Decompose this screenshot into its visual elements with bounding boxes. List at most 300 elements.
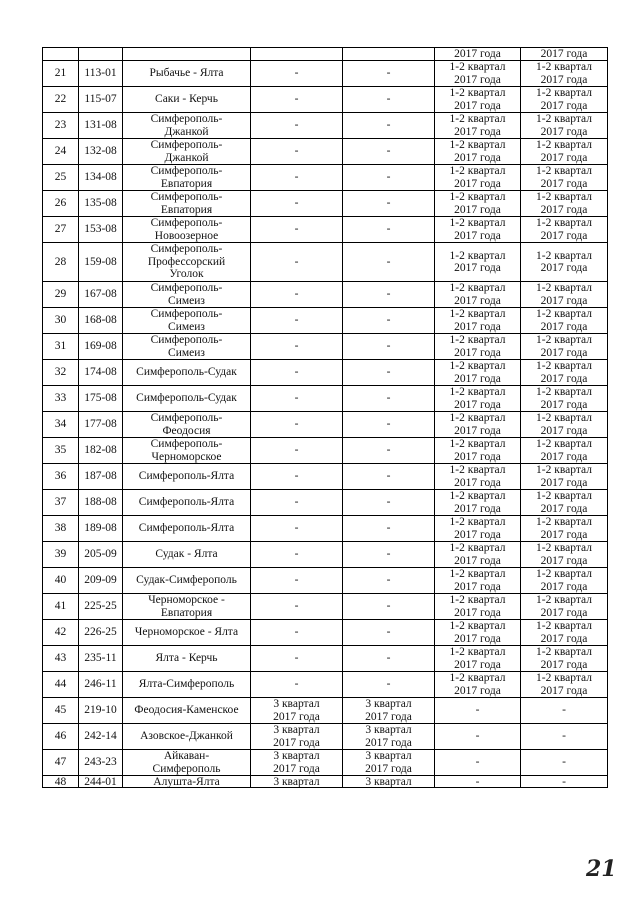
- row-number-cell: 26: [43, 191, 79, 217]
- period-col-4-line: 1-2 квартал: [536, 620, 592, 632]
- period-col-4-cell: [521, 217, 608, 243]
- route-name-line: Рыбачье - Ялта: [149, 67, 224, 80]
- period-col-4-cell: [521, 191, 608, 217]
- route-name-line: Симферополь-: [150, 165, 223, 177]
- period-col-2-cell: [343, 217, 435, 243]
- period-col-2-line: 3 квартал: [365, 750, 412, 762]
- period-col-4-line: 1-2 квартал: [536, 217, 592, 229]
- route-name-cell: [123, 776, 251, 788]
- period-col-4-cell: [521, 386, 608, 412]
- route-registry-number-cell: 167-08: [79, 282, 123, 308]
- period-col-4-cell: [521, 113, 608, 139]
- period-col-4-line: 1-2 квартал: [536, 438, 592, 450]
- route-name-cell: [123, 672, 251, 698]
- period-col-4-cell: [521, 464, 608, 490]
- route-name-line: Симферополь-: [150, 217, 223, 229]
- row-number-cell: 35: [43, 438, 79, 464]
- route-name-line: Судак-Симферополь: [136, 574, 237, 587]
- period-col-3-line: 1-2 квартал: [449, 308, 506, 320]
- period-col-1-cell: [251, 87, 343, 113]
- route-registry-number-cell: 225-25: [79, 594, 123, 620]
- row-number-cell: 34: [43, 412, 79, 438]
- route-name-line: Джанкой: [164, 151, 209, 164]
- period-col-1-line: -: [294, 119, 299, 132]
- period-col-4-line: 1-2 квартал: [536, 490, 592, 502]
- row-number-cell: 28: [43, 243, 79, 282]
- period-col-3-cell: [435, 698, 521, 724]
- period-col-3-line: 1-2 квартал: [449, 217, 506, 229]
- period-col-3-line: 1-2 квартал: [449, 516, 506, 528]
- period-col-2-line: -: [386, 600, 391, 613]
- row-number-cell: 39: [43, 542, 79, 568]
- route-name-line: Судак - Ялта: [155, 548, 218, 561]
- route-name-cell: [123, 139, 251, 165]
- route-name-line: Симферополь-: [150, 243, 223, 256]
- period-col-2-cell: [343, 620, 435, 646]
- period-col-2-line: -: [386, 470, 391, 483]
- period-col-2-line: 3 квартал: [365, 698, 412, 710]
- period-col-3-line: -: [475, 775, 480, 788]
- period-col-3-cell: [435, 750, 521, 776]
- period-col-4-line: 2017 года: [540, 528, 588, 541]
- period-col-1-cell: [251, 412, 343, 438]
- table-row: [43, 698, 608, 724]
- period-col-3-cell: [435, 438, 521, 464]
- route-name-line: Симферополь-Ялта: [138, 496, 235, 509]
- period-col-2-cell: [343, 386, 435, 412]
- route-name-line: Симферополь-: [150, 334, 223, 346]
- period-col-2-line: -: [386, 652, 391, 665]
- route-name-cell: [123, 750, 251, 776]
- period-col-3-line: 1-2 квартал: [449, 139, 506, 151]
- period-col-4-line: 1-2 квартал: [536, 61, 592, 73]
- route-name-line: Симеиз: [168, 294, 205, 307]
- row-number-cell: 40: [43, 568, 79, 594]
- period-col-1-line: 3 квартал: [273, 698, 320, 710]
- period-col-4-line: 2017 года: [540, 99, 588, 112]
- period-col-4-line: 2017 года: [540, 177, 588, 190]
- route-registry-number-cell: 131-08: [79, 113, 123, 139]
- period-col-2-line: -: [386, 223, 391, 236]
- period-col-1-line: -: [294, 418, 299, 431]
- period-col-1-cell: [251, 516, 343, 542]
- period-col-2-cell: [343, 464, 435, 490]
- route-name-cell: [123, 464, 251, 490]
- period-col-3-cell: [435, 386, 521, 412]
- period-col-1-line: -: [294, 678, 299, 691]
- period-col-1-cell: [251, 334, 343, 360]
- period-col-4-line: 1-2 квартал: [536, 672, 592, 684]
- table-row: [43, 568, 608, 594]
- table-row: [43, 217, 608, 243]
- row-number-cell: 33: [43, 386, 79, 412]
- period-col-3-cell: [435, 516, 521, 542]
- period-col-3-cell: [435, 776, 521, 788]
- period-col-2-cell: [343, 646, 435, 672]
- row-number-cell: 32: [43, 360, 79, 386]
- row-number-cell: 42: [43, 620, 79, 646]
- period-col-2-cell: [343, 724, 435, 750]
- period-col-1-cell: [251, 568, 343, 594]
- period-col-3-line: 1-2 квартал: [449, 490, 506, 502]
- period-col-1-cell: [251, 438, 343, 464]
- table-cell: [79, 48, 123, 61]
- period-col-3-cell: [435, 334, 521, 360]
- period-col-1-cell: [251, 646, 343, 672]
- period-col-3-line: 1-2 квартал: [449, 568, 506, 580]
- period-col-3-cell: [435, 568, 521, 594]
- period-col-4-cell: [521, 360, 608, 386]
- route-name-line: Евпатория: [160, 203, 213, 216]
- period-col-3-line: 2017 года: [454, 684, 501, 697]
- period-col-3-line: 2017 года: [454, 554, 501, 567]
- period-col-2-cell: [343, 87, 435, 113]
- period-col-1-cell: [251, 464, 343, 490]
- period-col-3-line: 2017 года: [454, 229, 501, 242]
- table-row-continued: [43, 48, 608, 61]
- period-col-4-cell: [521, 698, 608, 724]
- period-col-1-line: 2017 года: [273, 762, 320, 775]
- period-col-3-line: 1-2 квартал: [449, 412, 506, 424]
- period-col-1-line: 3 квартал: [273, 775, 320, 788]
- period-col-4-line: 1-2 квартал: [536, 386, 592, 398]
- period-col-3-line: 2017 года: [454, 294, 501, 307]
- period-col-2-line: 2017 года: [365, 762, 412, 775]
- period-col-4-cell: [521, 165, 608, 191]
- route-name-line: Феодосия: [162, 424, 211, 437]
- period-col-4-line: 2017 года: [540, 346, 588, 359]
- table-row: [43, 490, 608, 516]
- route-name-line: Симферополь-: [150, 282, 223, 294]
- period-col-3-cell: [435, 87, 521, 113]
- row-number-cell: 37: [43, 490, 79, 516]
- period-col-1-line: 3 квартал: [273, 724, 320, 736]
- period-col-2-cell: [343, 750, 435, 776]
- route-name-line: Профессорский: [147, 255, 226, 268]
- period-col-2-line: -: [386, 171, 391, 184]
- row-number-cell: 36: [43, 464, 79, 490]
- route-registry-number-cell: 205-09: [79, 542, 123, 568]
- period-col-2-cell: [343, 412, 435, 438]
- period-col-1-cell: [251, 386, 343, 412]
- period-col-4-line: 1-2 квартал: [536, 542, 592, 554]
- table-row: [43, 165, 608, 191]
- period-col-2-line: -: [386, 67, 391, 80]
- route-name-line: Симферополь-: [150, 438, 223, 450]
- period-col-4-line: 1-2 квартал: [536, 594, 592, 606]
- row-number-cell: 22: [43, 87, 79, 113]
- period-col-1-line: -: [294, 340, 299, 353]
- route-name-cell: [123, 568, 251, 594]
- route-name-cell: [123, 191, 251, 217]
- period-col-3-line: 1-2 квартал: [449, 464, 506, 476]
- route-name-cell: [123, 646, 251, 672]
- route-name-cell: [123, 165, 251, 191]
- period-col-2-line: -: [386, 678, 391, 691]
- period-col-2-cell: [343, 568, 435, 594]
- table-cell: [343, 48, 435, 61]
- period-col-3-line: 1-2 квартал: [449, 542, 506, 554]
- route-name-line: Симеиз: [168, 346, 205, 359]
- route-name-cell: [123, 386, 251, 412]
- period-col-1-cell: [251, 360, 343, 386]
- period-col-3-cell: [435, 490, 521, 516]
- row-number-cell: 46: [43, 724, 79, 750]
- period-col-3-cell: [435, 412, 521, 438]
- period-col-2-cell: [343, 438, 435, 464]
- period-col-1-line: -: [294, 626, 299, 639]
- period-col-3-line: 1-2 квартал: [449, 386, 506, 398]
- route-name-line: Феодосия-Каменское: [134, 704, 239, 717]
- route-name-line: Симферополь-: [150, 412, 223, 424]
- period-col-4-line: -: [562, 775, 566, 788]
- period-col-2-line: -: [386, 574, 391, 587]
- table-row: [43, 360, 608, 386]
- period-col-3-line: 1-2 квартал: [449, 282, 506, 294]
- period-col-1-cell: [251, 750, 343, 776]
- route-registry-number-cell: 235-11: [79, 646, 123, 672]
- route-name-line: Ялта-Симферополь: [138, 678, 235, 691]
- routes-table-body: [43, 48, 608, 788]
- period-col-2-line: -: [386, 288, 391, 301]
- period-col-4-line: 2017 года: [540, 606, 588, 619]
- route-name-line: Симферополь-Судак: [136, 366, 237, 379]
- row-number-cell: 27: [43, 217, 79, 243]
- table-row: [43, 412, 608, 438]
- period-col-2-line: -: [386, 255, 391, 268]
- route-name-cell: [123, 490, 251, 516]
- period-col-1-cell: [251, 672, 343, 698]
- period-col-2-cell: [343, 113, 435, 139]
- period-col-2-cell: [343, 542, 435, 568]
- period-col-4-cell: [521, 516, 608, 542]
- route-name-cell: [123, 516, 251, 542]
- route-registry-number-cell: 219-10: [79, 698, 123, 724]
- period-col-4-line: 2017 года: [540, 554, 588, 567]
- route-registry-number-cell: 132-08: [79, 139, 123, 165]
- row-number-cell: 30: [43, 308, 79, 334]
- period-col-4-line: 1-2 квартал: [536, 249, 592, 262]
- route-name-cell: [123, 334, 251, 360]
- period-col-1-line: -: [294, 652, 299, 665]
- period-col-4-cell: [521, 620, 608, 646]
- route-name-cell: [123, 594, 251, 620]
- period-col-1-line: 2017 года: [273, 736, 320, 749]
- route-name-cell: [123, 243, 251, 282]
- table-row: [43, 620, 608, 646]
- period-col-4-line: 2017 года: [540, 203, 588, 216]
- period-col-1-line: -: [294, 197, 299, 210]
- period-col-3-line: -: [475, 704, 480, 717]
- period-col-3-cell: [435, 113, 521, 139]
- route-name-line: Симферополь-Ялта: [138, 470, 235, 483]
- period-col-4-line: 1-2 квартал: [536, 308, 592, 320]
- period-col-1-cell: [251, 490, 343, 516]
- period-col-4-line: 2017 года: [540, 658, 588, 671]
- table-row: [43, 542, 608, 568]
- table-row: [43, 672, 608, 698]
- period-col-2-cell: [343, 282, 435, 308]
- period-col-4-line: 1-2 квартал: [536, 113, 592, 125]
- period-col-4-line: 2017 года: [540, 476, 588, 489]
- route-registry-number-cell: 168-08: [79, 308, 123, 334]
- period-col-2-cell: [343, 490, 435, 516]
- period-col-1-line: -: [294, 255, 299, 268]
- period-col-1-line: -: [294, 223, 299, 236]
- period-col-1-line: -: [294, 67, 299, 80]
- period-col-4-line: 2017 года: [540, 632, 588, 645]
- period-col-3-line: 2017 года: [454, 450, 501, 463]
- period-col-4-cell: [521, 282, 608, 308]
- period-col-4-line: 2017 года: [540, 320, 588, 333]
- period-col-1-cell: [251, 217, 343, 243]
- period-col-3-line: 1-2 квартал: [449, 191, 506, 203]
- route-name-line: Джанкой: [164, 125, 209, 138]
- period-col-4-line: 1-2 квартал: [536, 191, 592, 203]
- route-name-cell: [123, 412, 251, 438]
- route-name-line: Евпатория: [160, 606, 213, 619]
- period-col-1-line: -: [294, 314, 299, 327]
- period-col-4-cell: [521, 542, 608, 568]
- route-name-line: Симферополь-: [150, 139, 223, 151]
- table-cell: [251, 48, 343, 61]
- period-col-1-line: 3 квартал: [273, 750, 320, 762]
- period-col-4-line: 2017 года: [540, 502, 588, 515]
- period-col-1-cell: [251, 243, 343, 282]
- period-col-3-line: 1-2 квартал: [449, 249, 506, 262]
- table-row: [43, 334, 608, 360]
- table-row: [43, 113, 608, 139]
- period-col-1-line: -: [294, 171, 299, 184]
- route-name-cell: [123, 87, 251, 113]
- route-name-line: Азовское-Джанкой: [140, 730, 233, 743]
- period-col-2-line: -: [386, 366, 391, 379]
- row-number-cell: 24: [43, 139, 79, 165]
- period-col-3-cell: [435, 464, 521, 490]
- period-col-3-line: 1-2 квартал: [449, 360, 506, 372]
- period-col-4-cell: [521, 568, 608, 594]
- route-name-line: Симферополь-Ялта: [138, 522, 235, 535]
- route-registry-number-cell: 243-23: [79, 750, 123, 776]
- table-row: [43, 243, 608, 282]
- period-col-3-line: 1-2 квартал: [449, 87, 506, 99]
- route-name-cell: [123, 61, 251, 87]
- period-col-3-cell: [435, 542, 521, 568]
- route-registry-number-cell: 153-08: [79, 217, 123, 243]
- table-row: [43, 724, 608, 750]
- period-col-3-line: 2017 года: [454, 177, 501, 190]
- route-name-line: Симферополь: [152, 762, 221, 775]
- route-name-line: Симферополь-: [150, 191, 223, 203]
- period-col-1-line: -: [294, 145, 299, 158]
- period-col-1-cell: [251, 620, 343, 646]
- period-col-2-cell: [343, 776, 435, 788]
- period-col-4-line: 2017 года: [540, 580, 588, 593]
- route-name-cell: [123, 698, 251, 724]
- period-col-2-cell: [343, 139, 435, 165]
- period-col-4-cell: [521, 87, 608, 113]
- route-registry-number-cell: 188-08: [79, 490, 123, 516]
- route-name-line: Симферополь-: [150, 308, 223, 320]
- period-col-2-cell: [343, 61, 435, 87]
- period-col-4-cell: [521, 139, 608, 165]
- route-name-line: Черноморское: [151, 450, 222, 463]
- period-col-3-line: 2017 года: [454, 73, 501, 86]
- table-row: [43, 191, 608, 217]
- row-number-cell: 23: [43, 113, 79, 139]
- route-name-cell: [123, 308, 251, 334]
- period-col-4-line: 2017 года: [540, 684, 588, 697]
- route-registry-number-cell: 134-08: [79, 165, 123, 191]
- route-name-cell: [123, 282, 251, 308]
- period-col-2-line: -: [386, 522, 391, 535]
- route-name-cell: [123, 620, 251, 646]
- period-col-2-line: -: [386, 626, 391, 639]
- period-col-2-line: 2017 года: [365, 736, 412, 749]
- table-row: [43, 87, 608, 113]
- period-col-4-line: 1-2 квартал: [536, 139, 592, 151]
- period-col-2-line: -: [386, 197, 391, 210]
- period-col-4-line: 1-2 квартал: [536, 464, 592, 476]
- period-col-2-cell: [343, 698, 435, 724]
- route-name-line: Алушта-Ялта: [153, 775, 220, 788]
- period-col-1-cell: [251, 282, 343, 308]
- period-col-3-cell: [435, 165, 521, 191]
- period-col-3-cell: [435, 620, 521, 646]
- period-col-4-line: 1-2 квартал: [536, 568, 592, 580]
- period-col-2-cell: [343, 191, 435, 217]
- route-registry-number-cell: 244-01: [79, 776, 123, 788]
- table-row: [43, 386, 608, 412]
- period-col-4-cell: [521, 672, 608, 698]
- period-col-4-line: -: [562, 756, 566, 769]
- period-col-3-cell: [435, 282, 521, 308]
- period-col-3-line: 1-2 квартал: [449, 334, 506, 346]
- period-col-3-cell: [435, 217, 521, 243]
- period-col-1-cell: [251, 61, 343, 87]
- period-col-3-line: 2017 года: [454, 528, 501, 541]
- table-cell: [43, 48, 79, 61]
- period-col-4-line: 1-2 квартал: [536, 165, 592, 177]
- period-col-1-cell: [251, 542, 343, 568]
- period-col-4-line: 2017 года: [540, 125, 588, 138]
- period-col-4-line: 2017 года: [540, 450, 588, 463]
- period-col-3-line: 2017 года: [454, 320, 501, 333]
- route-registry-number-cell: 159-08: [79, 243, 123, 282]
- period-col-3-cell: [435, 61, 521, 87]
- route-registry-number-cell: 209-09: [79, 568, 123, 594]
- period-col-3-line: 1-2 квартал: [449, 165, 506, 177]
- route-registry-number-cell: 187-08: [79, 464, 123, 490]
- period-col-3-line: 2017 года: [454, 262, 501, 274]
- period-col-3-line: -: [475, 756, 480, 769]
- period-col-2-line: -: [386, 418, 391, 431]
- route-name-line: Новоозерное: [154, 229, 219, 242]
- period-col-4-line: 1-2 квартал: [536, 360, 592, 372]
- period-col-3-cell: [435, 308, 521, 334]
- period-col-3-line: 2017 года: [454, 125, 501, 138]
- route-name-cell: [123, 438, 251, 464]
- period-col-2-cell: [343, 672, 435, 698]
- period-col-2-cell: [343, 594, 435, 620]
- period-col-4-line: 1-2 квартал: [536, 334, 592, 346]
- period-col-3-cell: [435, 724, 521, 750]
- period-col-2-line: 2017 года: [365, 710, 412, 723]
- period-col-3-cell: [435, 139, 521, 165]
- table-row: [43, 308, 608, 334]
- period-col-1-cell: [251, 724, 343, 750]
- period-col-1-line: 2017 года: [273, 710, 320, 723]
